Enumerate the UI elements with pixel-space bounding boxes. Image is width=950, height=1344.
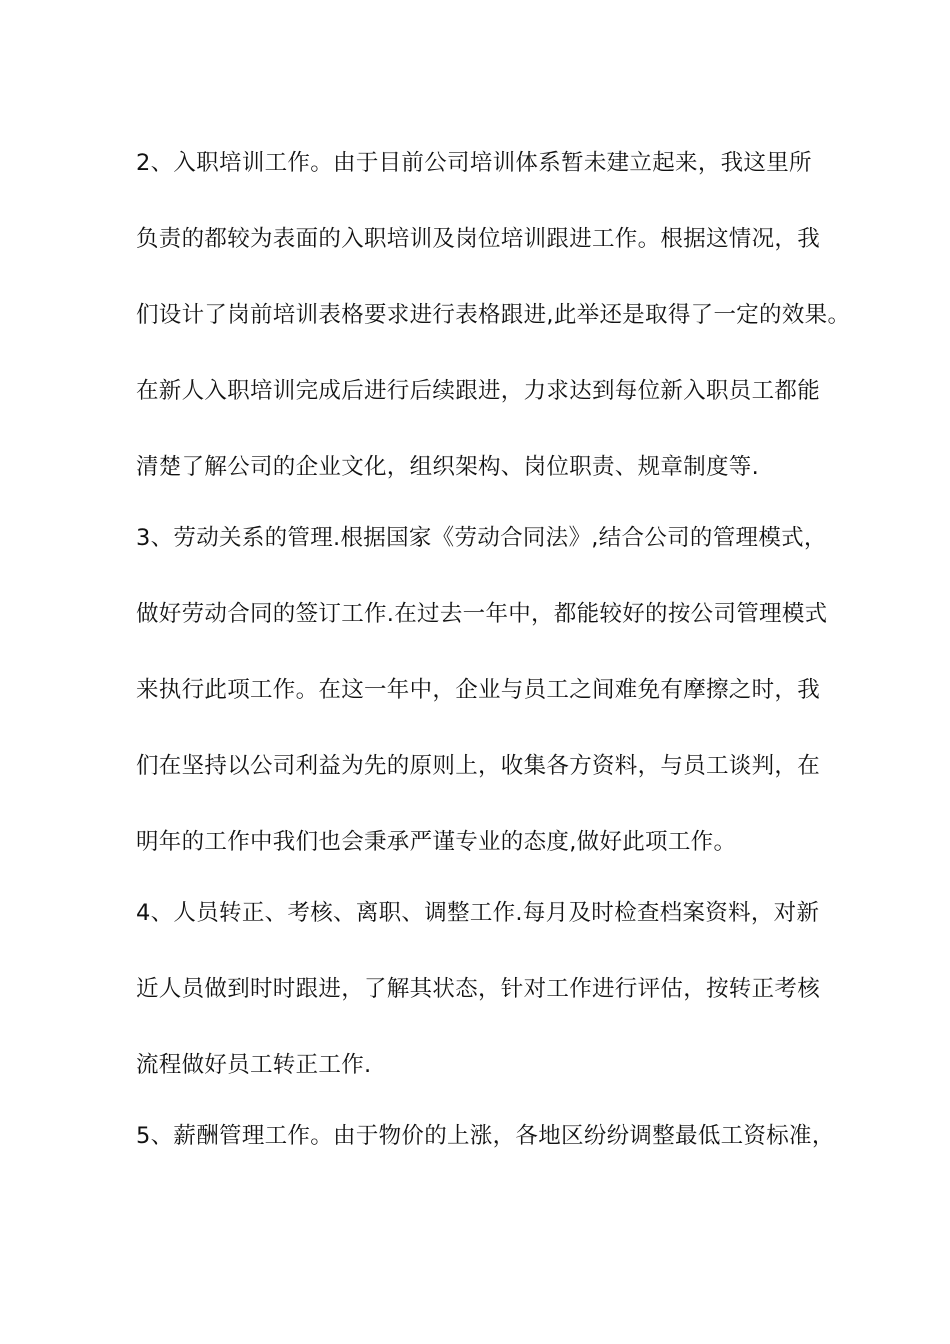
- text-line-10: 明年的工作中我们也会秉承严谨专业的态度,做好此项工作。: [136, 829, 737, 855]
- text-line-9: 们在坚持以公司利益为先的原则上，收集各方资料，与员工谈判，在: [136, 753, 821, 779]
- text-line-4: 在新人入职培训完成后进行后续跟进，力求达到每位新入职员工都能: [136, 378, 821, 404]
- text-line-3: 们设计了岗前培训表格要求进行表格跟进,此举还是取得了一定的效果。: [136, 302, 851, 328]
- text-line-12: 近人员做到时时跟进，了解其状态，针对工作进行评估，按转正考核: [136, 976, 821, 1002]
- text-line-1: 2、入职培训工作。由于目前公司培训体系暂未建立起来，我这里所: [136, 150, 812, 176]
- text-line-2: 负责的都较为表面的入职培训及岗位培训跟进工作。根据这情况，我: [136, 226, 821, 252]
- text-line-11: 4、人员转正、考核、离职、调整工作.每月及时检查档案资料，对新: [136, 900, 820, 926]
- text-line-8: 来执行此项工作。在这一年中，企业与员工之间难免有摩擦之时，我: [136, 677, 821, 703]
- text-line-5: 清楚了解公司的企业文化，组织架构、岗位职责、规章制度等.: [136, 454, 760, 480]
- text-line-6: 3、劳动关系的管理.根据国家《劳动合同法》,结合公司的管理模式，: [136, 525, 827, 551]
- text-line-14: 5、薪酬管理工作。由于物价的上涨，各地区纷纷调整最低工资标准，: [136, 1123, 835, 1149]
- text-line-7: 做好劳动合同的签订工作.在过去一年中，都能较好的按公司管理模式: [136, 601, 828, 627]
- text-line-13: 流程做好员工转正工作.: [136, 1052, 372, 1078]
